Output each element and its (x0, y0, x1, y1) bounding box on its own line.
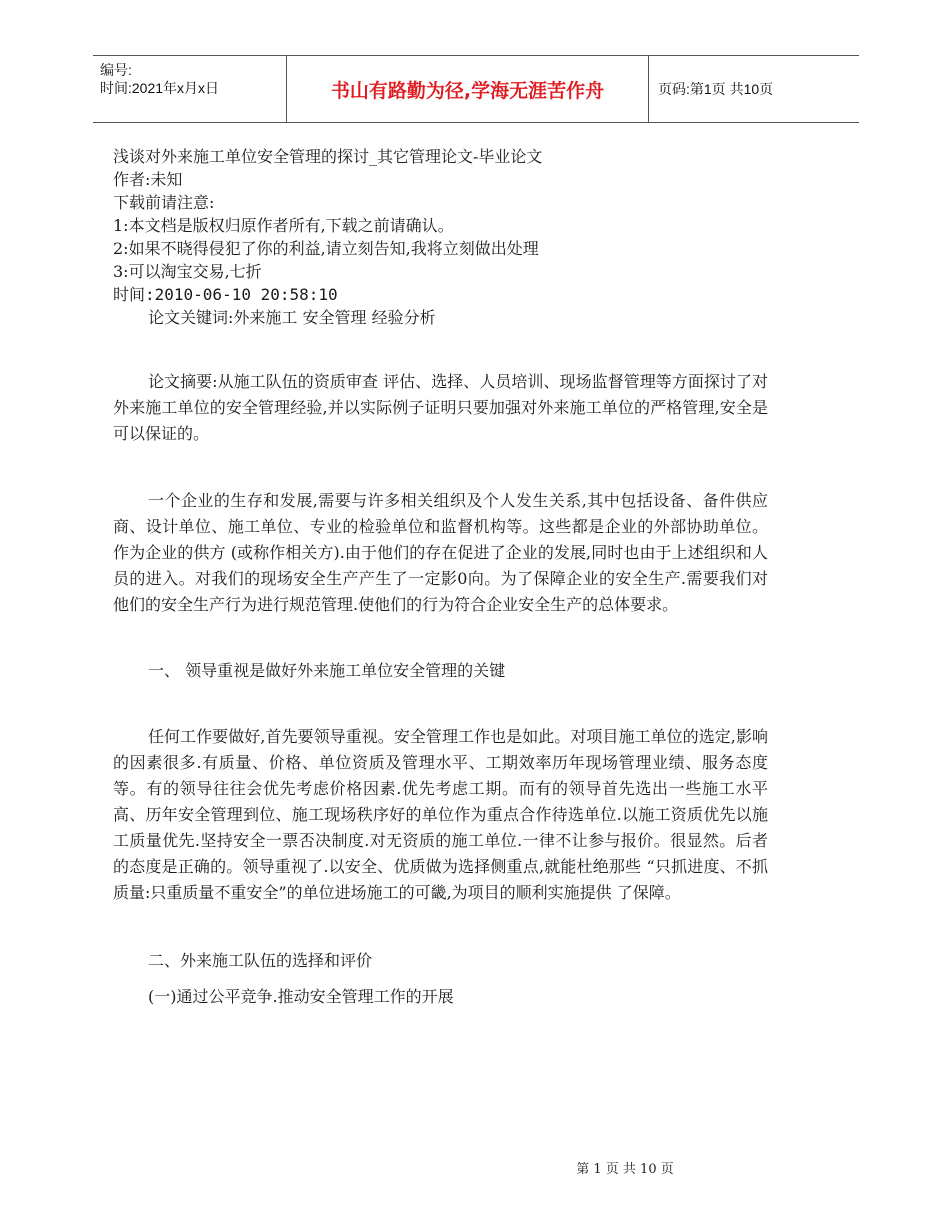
document-title: 浅谈对外来施工单位安全管理的探讨_其它管理论文-毕业论文 (113, 147, 543, 166)
notice-title: 下载前请注意: (113, 193, 215, 212)
page-footer (0, 1158, 950, 1177)
abstract-paragraph: 论文摘要:从施工队伍的资质审查 评估、选择、人员培训、现场监督管理等方面探讨了对外来施工单位的安全管理经验,并以实际例子证明只要加强对外来施工单位的严格管理,安全是可以保证的。 (113, 372, 768, 443)
keywords: 论文关键词:外来施工 安全管理 经验分析 (148, 308, 436, 327)
notice-item-1: 1:本文档是版权归原作者所有,下载之前请确认。 (113, 216, 454, 235)
page-number-label: 页码:第1页 共10页 (658, 81, 774, 97)
notice-item-3: 3:可以淘宝交易,七折 (113, 262, 262, 281)
time-label: 时间:2021年x月x日 (100, 80, 220, 96)
header-info-cell (93, 56, 286, 122)
footer-page-number: 第 1 页 共 10 页 (576, 1162, 674, 1177)
motto-text: 书山有路勤为径,学海无涯苦作舟 (330, 79, 605, 102)
motto-cell (286, 56, 649, 122)
header-table (93, 55, 859, 123)
page-number-cell (649, 56, 859, 122)
intro-paragraph: 一个企业的生存和发展,需要与许多相关组织及个人发生关系,其中包括设备、备件供应商、设计单位、施工单位、专业的检验单位和监督机构等。这些都是企业的外部协助单位。作为企业的供方 (或称作相关方).由于他们的存在促进了企业的发展,同时也由于上述组织和人员的进入。对我们的现场安全生产产生了一定影0向。为了保障企业的安全生产.需要我们对他们的安全生产行为进行规范管理.使他们的行为符合企业安全生产的总体要求。 (113, 491, 768, 614)
code-label: 编号: (100, 62, 132, 78)
document-author: 作者:未知 (113, 170, 183, 189)
section-2-heading: 二、外来施工队伍的选择和评价 (148, 951, 373, 970)
document-body (113, 145, 768, 1010)
section-1-heading: 一、 领导重视是做好外来施工单位安全管理的关键 (148, 661, 506, 680)
document-time: 时间:2010-06-10 20:58:10 (113, 285, 338, 304)
subsection-1-heading: (一)通过公平竞争.推动安全管理工作的开展 (148, 987, 454, 1006)
section-1-paragraph: 任何工作要做好,首先要领导重视。安全管理工作也是如此。对项目施工单位的选定,影响的因素很多.有质量、价格、单位资质及管理水平、工期效率历年现场管理业绩、服务态度等。有的领导往往会优先考虑价格因素.优先考虑工期。而有的领导首先选出一些施工水平高、历年安全管理到位、施工现场秩序好的单位作为重点合作待选单位.以施工资质优先以施工质量优先.坚持安全一票否决制度.对无资质的施工单位.一律不让参与报价。很显然。后者的态度是正确的。领导重视了.以安全、优质做为选择侧重点,就能杜绝那些 “只抓进度、不抓质量:只重质量不重安全”的单位进场施工的可畿,为项目的顺利实施提供 了保障。 (113, 727, 768, 902)
notice-item-2: 2:如果不晓得侵犯了你的利益,请立刻告知,我将立刻做出处理 (113, 239, 539, 258)
